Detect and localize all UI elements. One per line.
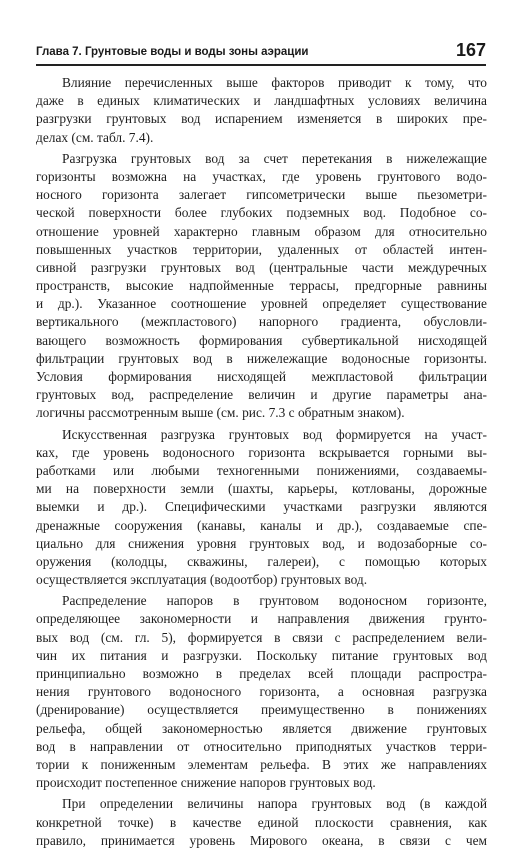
text-line: нения грунтового водоносного горизонта, а основная разгрузка bbox=[36, 684, 487, 700]
text-line: тории к пониженным элементам рельефа. В этих же направлениях bbox=[36, 756, 487, 772]
text-line: делах (см. табл. 7.4). bbox=[36, 129, 154, 145]
text-line: правило, принимается уровень Мирового океана, в связи с чем bbox=[36, 832, 487, 848]
text-line: горизонты возможна на участках, где уровень грунтового водо- bbox=[36, 168, 487, 184]
text-line: При определении величины напора грунтовых вод (в каждой bbox=[62, 796, 487, 812]
text-line: оружения (колодцы, скважины, галереи), с помощью которых bbox=[36, 553, 487, 569]
paragraph bbox=[36, 592, 487, 792]
running-header bbox=[36, 38, 486, 66]
paragraph bbox=[36, 74, 487, 147]
text-line: пространств, высокие надпойменные террасы, предгорные равнины bbox=[36, 278, 487, 294]
page-body bbox=[36, 74, 487, 850]
text-line: ческой поверхности более глубоких подземных вод. Подобное со- bbox=[36, 205, 487, 221]
text-line: Влияние перечисленных выше факторов приводит к тому, что bbox=[62, 75, 487, 90]
text-line: определяющее закономерности и направления движения грунто- bbox=[36, 611, 487, 627]
paragraph bbox=[36, 795, 487, 850]
text-line: вых вод (см. гл. 5), формируется в связи с распределением вели- bbox=[36, 629, 487, 645]
text-line: происходит постепенное снижение напоров грунтовых вод. bbox=[36, 775, 376, 791]
text-line: логичны рассмотренным выше (см. рис. 7.3 с обратным знаком). bbox=[36, 405, 405, 421]
text-line: работками или любыми техногенными понижениями, создаваемы- bbox=[36, 462, 487, 478]
text-line: грунтовых вод, распределение величин и другие параметры ана- bbox=[36, 387, 487, 403]
text-line: фильтрации грунтовых вод в нижележащие водоносные горизонты. bbox=[36, 350, 487, 366]
text-line: и др.). Указанное соотношение уровней определяет существование bbox=[36, 296, 487, 312]
text-line: вающего возможность формирования субвертикальной нисходящей bbox=[36, 332, 487, 348]
page-number: 167 bbox=[455, 40, 486, 60]
text-line: Искусственная разгрузка грунтовых вод формируется на участ- bbox=[62, 426, 487, 442]
text-line: ми на поверхности земли (шахты, карьеры, котлованы, дорожные bbox=[36, 481, 487, 497]
text-line: даже в единых климатических и ландшафтных условиях величина bbox=[36, 93, 487, 109]
text-line: Разгрузка грунтовых вод за счет перетекания в нижележащие bbox=[62, 150, 487, 166]
text-line: конкретной точке) в качестве единой плоскости сравнения, как bbox=[36, 814, 487, 830]
text-line: рельефа, общей закономерностью является движение грунтовых bbox=[36, 720, 487, 736]
text-line: Распределение напоров в грунтовом водоносном горизонте, bbox=[62, 593, 487, 609]
chapter-title: Глава 7. Грунтовые воды и воды зоны аэрации bbox=[36, 46, 309, 58]
text-line: вод в направлении от относительно приподнятых участков терри- bbox=[36, 738, 487, 754]
text-line: вертикального (межпластового) напорного градиента, обусловли- bbox=[36, 314, 487, 330]
text-line: Условия формирования нисходящей межпластовой фильтрации bbox=[36, 369, 487, 384]
text-line: отношение уровней характерно главным образом для относительно bbox=[36, 223, 487, 239]
text-line: повышенных участков территории, удаленных от областей интен- bbox=[36, 241, 487, 257]
text-line: сивной разгрузки грунтовых вод (центральные части междуречных bbox=[36, 259, 487, 275]
text-line: принципиально возможно в пределах всей площади распростра- bbox=[36, 666, 487, 681]
paragraph bbox=[36, 150, 487, 423]
text-line: осуществляется эксплуатация (водоотбор) грунтовых вод. bbox=[36, 572, 368, 588]
text-line: чин их питания и разгрузки. Поскольку питание грунтовых вод bbox=[36, 647, 487, 663]
text-line: носного горизонта залегает гипсометрически выше пьезометри- bbox=[36, 187, 487, 203]
text-line: разгрузки грунтовых вод испарением изменяется в широких пре- bbox=[36, 111, 487, 127]
text-line: выемки и др.). Специфическими участками разгрузки являются bbox=[36, 499, 487, 515]
text-line: ках, где уровень водоносного горизонта вскрывается горными вы- bbox=[36, 444, 487, 460]
text-line: циально для снижения уровня грунтовых вод, и водозаборные со- bbox=[36, 535, 487, 551]
text-line: (дренирование) осуществляется преимущественно в понижениях bbox=[36, 702, 487, 718]
text-line: дренажные сооружения (канавы, каналы и др.), создаваемые спе- bbox=[36, 517, 487, 533]
paragraph bbox=[36, 426, 487, 590]
